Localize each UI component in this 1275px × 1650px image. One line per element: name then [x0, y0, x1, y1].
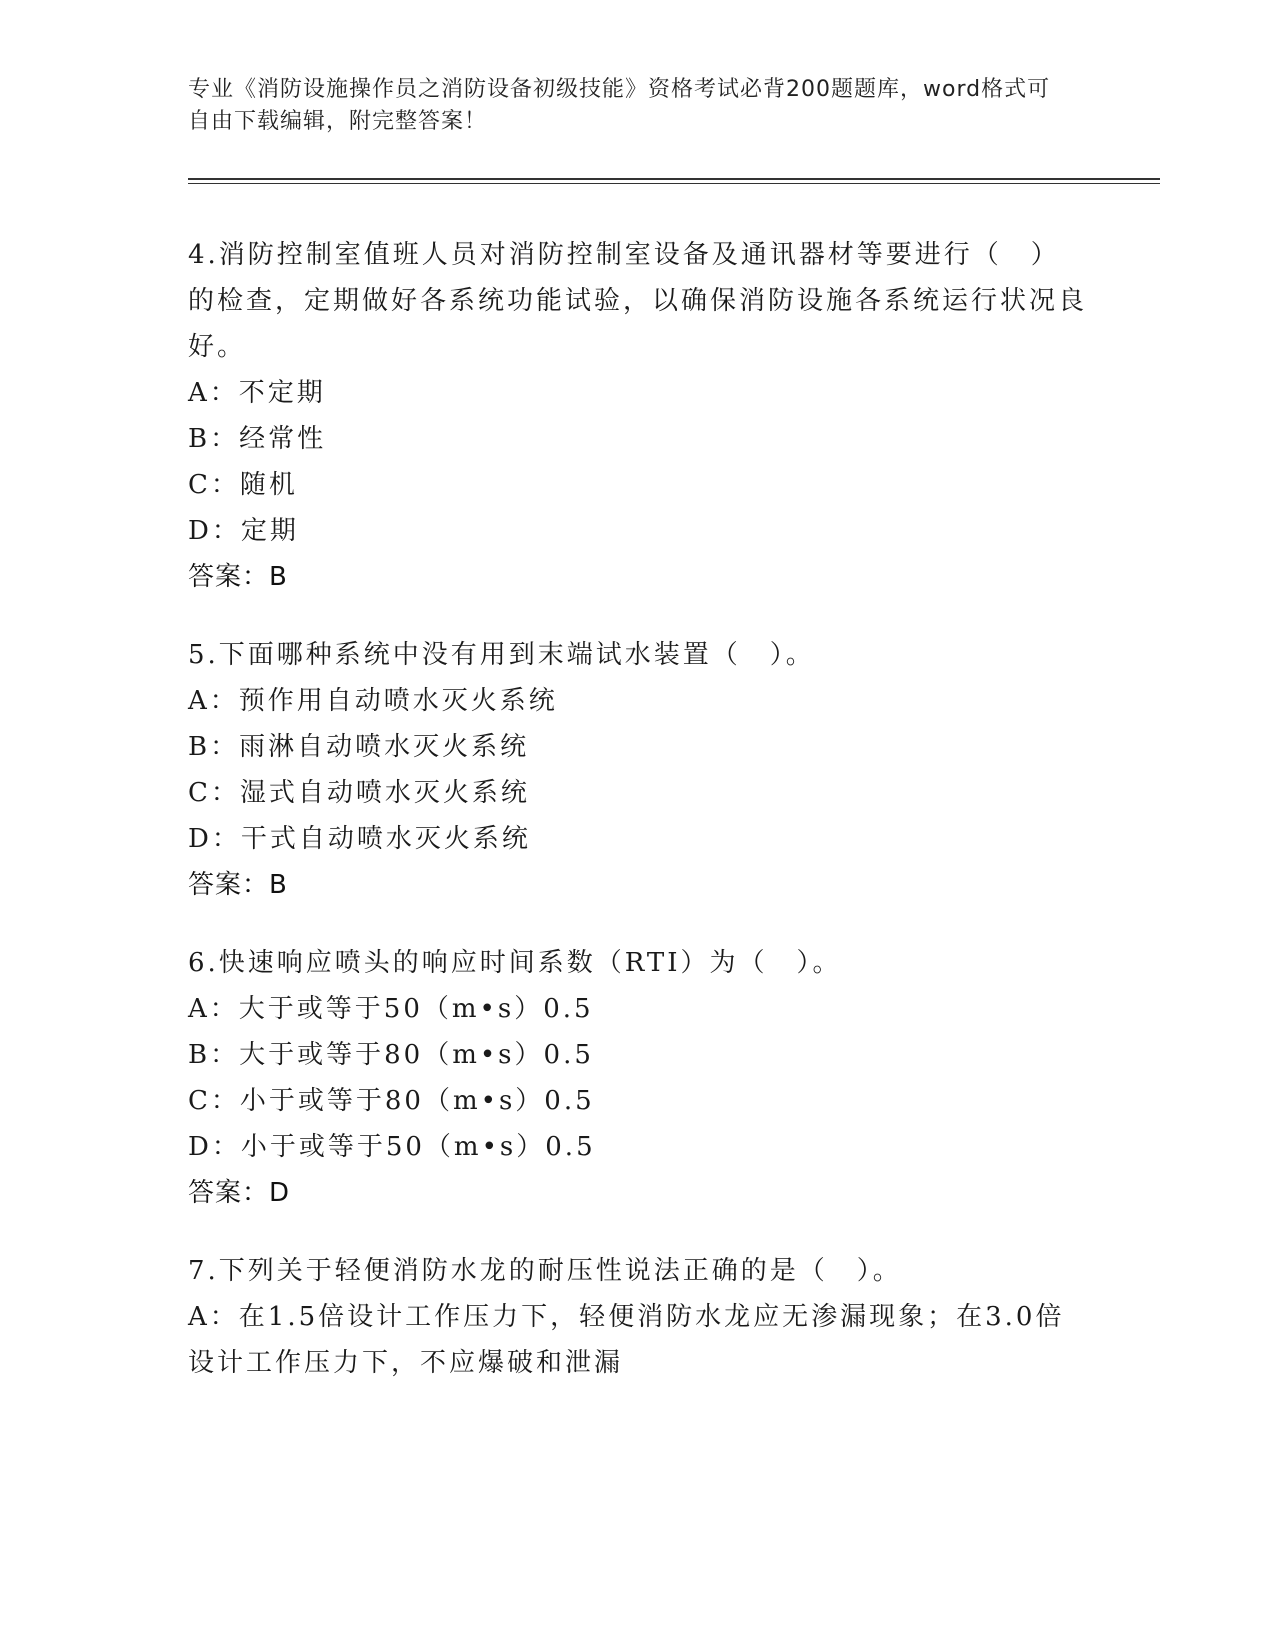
option-b: B：经常性 [188, 424, 327, 454]
question-4 [188, 232, 1088, 600]
header-divider-thin [188, 183, 1160, 184]
question-6 [188, 940, 1088, 1216]
answer-line: 答案：B [188, 562, 288, 592]
option-a: A：不定期 [188, 378, 326, 408]
question-stem: 5.下面哪种系统中没有用到末端试水装置（ ）。 [188, 640, 815, 670]
answer-line: 答案：B [188, 870, 288, 900]
question-stem: 7.下列关于轻便消防水龙的耐压性说法正确的是（ ）。 [188, 1256, 902, 1286]
option-a: A：大于或等于50（m•s）0.5 [188, 994, 594, 1024]
option-c: C：湿式自动喷水灭火系统 [188, 778, 530, 808]
option-d: D：定期 [188, 516, 299, 546]
option-d: D：小于或等于50（m•s）0.5 [188, 1132, 596, 1162]
header-divider-thick [188, 178, 1160, 180]
question-7 [188, 1248, 1088, 1386]
option-b: B：大于或等于80（m•s）0.5 [188, 1040, 594, 1070]
option-d: D：干式自动喷水灭火系统 [188, 824, 531, 854]
question-list [188, 232, 1088, 1418]
question-stem: 4.消防控制室值班人员对消防控制室设备及通讯器材等要进行（ ）的检查，定期做好各系统功能试验，以确保消防设施各系统运行状况良好。 [188, 240, 1088, 362]
option-b: B：雨淋自动喷水灭火系统 [188, 732, 530, 762]
option-a: A：预作用自动喷水灭火系统 [188, 686, 558, 716]
question-5 [188, 632, 1088, 908]
answer-line: 答案：D [188, 1178, 291, 1208]
document-header: 专业《消防设施操作员之消防设备初级技能》资格考试必背200题题库，word格式可自由下载编辑，附完整答案！ [188, 77, 1051, 134]
option-c: C：小于或等于80（m•s）0.5 [188, 1086, 595, 1116]
question-stem: 6.快速响应喷头的响应时间系数（RTI）为（ ）。 [188, 948, 842, 978]
option-c: C：随机 [188, 470, 298, 500]
option-a: A：在1.5倍设计工作压力下，轻便消防水龙应无渗漏现象；在3.0倍设计工作压力下，不应爆破和泄漏 [188, 1302, 1065, 1378]
